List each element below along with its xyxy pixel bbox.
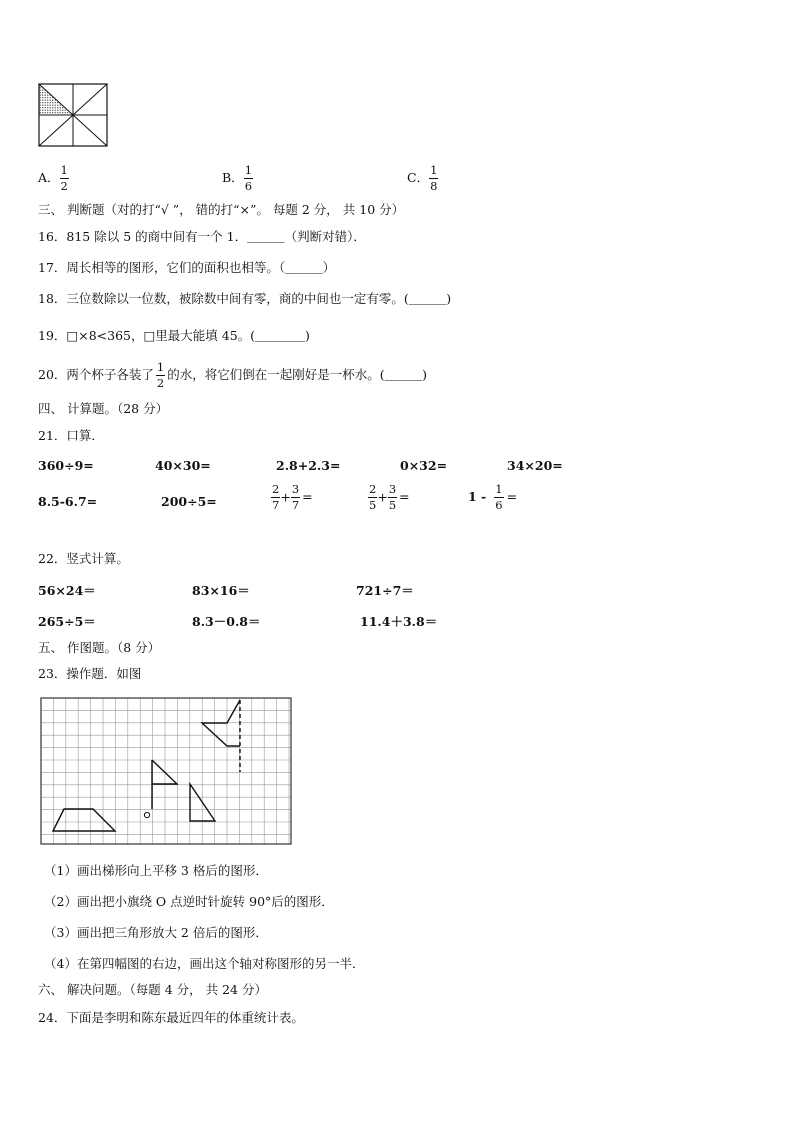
fraction: $\frac{3}{5}$ — [388, 482, 397, 512]
fraction: $\frac{2}{5}$ — [369, 482, 377, 512]
question-20: 20．两个杯子各装了 $\frac{1}{2}$ 的水，将它们倒在一起刚好是一杯水。(＿＿＿) — [38, 360, 427, 390]
mental-calc-6: 8.5-6.7= — [38, 494, 98, 509]
question-18: 18．三位数除以一位数，被除数中间有零，商的中间也一定有零。(＿＿＿) — [38, 291, 452, 306]
fraction-diff: 1 - $\frac{1}{6}$ = — [468, 482, 518, 512]
task-1: （1）画出梯形向上平移 3 格后的图形． — [44, 863, 268, 878]
question-22: 22．竖式计算。 — [38, 551, 129, 566]
question-16: 16．815 除以 5 的商中间有一个 1．＿＿＿（判断对错）． — [38, 229, 366, 244]
vertical-calc-1: 56×24＝ — [38, 583, 96, 598]
question-19: 19．□×8<365，□里最大能填 45。(＿＿＿＿) — [38, 328, 310, 343]
option-letter: C． — [407, 170, 430, 185]
question-17: 17．周长相等的图形，它们的面积也相等。（＿＿＿） — [38, 260, 336, 275]
mental-calc-5: 34×20= — [507, 458, 563, 473]
point-o-marker — [144, 812, 149, 817]
question-21: 21．口算． — [38, 428, 104, 443]
section-6-heading: 六、 解决问题。（每题 4 分， 共 24 分） — [38, 982, 267, 997]
option-b[interactable] — [222, 165, 253, 192]
option-letter: A． — [38, 170, 60, 185]
section-5-heading: 五、 作图题。（8 分） — [38, 640, 161, 655]
vertical-calc-6: 11.4＋3.8＝ — [360, 614, 438, 629]
grid-lines — [41, 698, 291, 844]
mental-calc-4: 0×32= — [400, 458, 448, 473]
fraction: $\frac{1}{6}$ — [495, 482, 503, 512]
option-c[interactable] — [407, 165, 438, 192]
vertical-calc-5: 8.3－0.8＝ — [192, 614, 261, 629]
divided-square-figure — [39, 84, 107, 146]
question-23: 23．操作题．如图 — [38, 666, 142, 681]
vertical-calc-2: 83×16＝ — [192, 583, 250, 598]
fraction: $\frac{1}{6}$ — [244, 163, 253, 193]
fraction: $\frac{2}{7}$ — [272, 482, 280, 512]
fraction-sum-1: $\frac{2}{7}$ + $\frac{3}{7}$ = — [272, 482, 313, 512]
option-a[interactable] — [38, 165, 69, 192]
fraction: $\frac{1}{8}$ — [430, 163, 438, 193]
fraction: $\frac{1}{2}$ — [60, 163, 68, 193]
question-24: 24．下面是李明和陈东最近四年的体重统计表。 — [38, 1010, 304, 1025]
vertical-calc-3: 721÷7＝ — [356, 583, 414, 598]
section-4-heading: 四、 计算题。（28 分） — [38, 401, 169, 416]
vertical-calc-4: 265÷5＝ — [38, 614, 96, 629]
mental-calc-3: 2.8+2.3= — [276, 458, 341, 473]
fraction: $\frac{3}{7}$ — [291, 482, 300, 512]
fraction: $\frac{1}{2}$ — [156, 360, 165, 390]
flag-shape — [152, 760, 177, 809]
task-2: （2）画出把小旗绕 O 点逆时针旋转 90°后的图形． — [44, 894, 334, 909]
trapezoid-shape — [53, 809, 115, 831]
mental-calc-2: 40×30= — [155, 458, 211, 473]
fraction-sum-2: $\frac{2}{5}$ + $\frac{3}{5}$ = — [369, 482, 410, 512]
option-letter: B． — [222, 170, 244, 185]
mental-calc-1: 360÷9= — [38, 458, 94, 473]
task-4: （4）在第四幅图的右边，画出这个轴对称图形的另一半． — [44, 956, 365, 971]
section-3-heading: 三、 判断题（对的打“√ ”， 错的打“×”。 每题 2 分， 共 10 分） — [38, 202, 405, 217]
mental-calc-7: 200÷5= — [161, 494, 217, 509]
task-3: （3）画出把三角形放大 2 倍后的图形． — [44, 925, 268, 940]
drawing-grid[interactable] — [41, 698, 291, 844]
